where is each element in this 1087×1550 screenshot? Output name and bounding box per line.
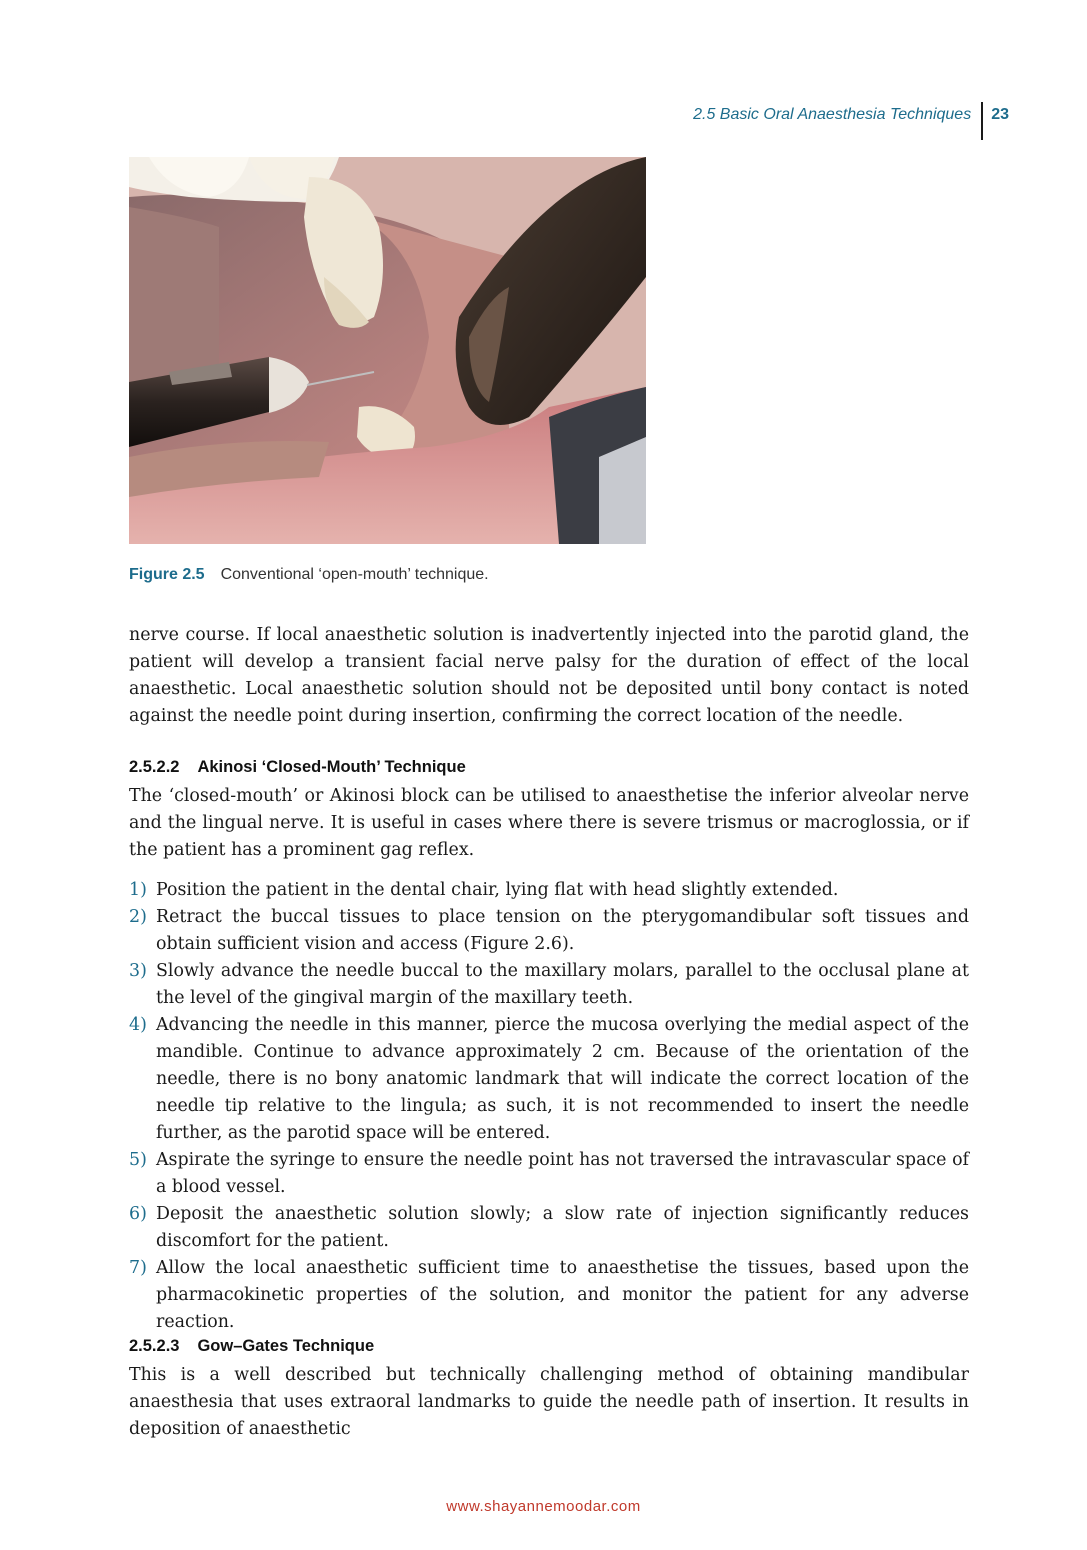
akinosi-steps-list <box>129 877 969 1336</box>
list-item <box>129 1201 969 1255</box>
step-number: 1) <box>129 880 147 900</box>
figure-caption <box>129 566 489 584</box>
step-text: Position the patient in the dental chair, lying flat with head slightly extended. <box>156 880 839 900</box>
step-number: 7) <box>129 1258 147 1278</box>
figure-photo <box>129 157 646 544</box>
step-text: Advancing the needle in this manner, pierce the mucosa overlying the medial aspect of the mandible. Continue to advance approximately 2 cm. Because of the orientation of the needle, there is no bony anatomic landmark that will indicate the correct location of the needle tip relative to the lingula; as such, it is not recommended to insert the needle further, as the parotid space will be entered. <box>156 1015 969 1143</box>
section-number: 2.5.2.2 <box>129 758 180 776</box>
step-text: Aspirate the syringe to ensure the needle point has not traversed the intravascular space of a blood vessel. <box>156 1150 969 1197</box>
step-text: Allow the local anaesthetic sufficient time to anaesthetise the tissues, based upon the pharmacokinetic properties of the solution, and monitor the patient for any adverse reaction. <box>156 1258 969 1332</box>
page-number: 23 <box>991 106 1009 123</box>
step-number: 4) <box>129 1015 147 1035</box>
footer-watermark-link[interactable]: www.shayannemoodar.com <box>446 1498 641 1515</box>
figure-label: Figure 2.5 <box>129 566 205 583</box>
step-text: Slowly advance the needle buccal to the maxillary molars, parallel to the occlusal plane at the level of the gingival margin of the maxillary teeth. <box>156 961 969 1008</box>
continuation-paragraph: nerve course. If local anaesthetic solution is inadvertently injected into the parotid gland, the patient will develop a transient facial nerve palsy for the duration of effect of the local anaesthetic. Local anaesthetic solution should not be deposited until bony contact is noted against the needle point during insertion, confirming the correct location of the needle. <box>129 625 969 726</box>
list-item <box>129 904 969 958</box>
step-text: Retract the buccal tissues to place tension on the pterygomandibular soft tissues and obtain sufficient vision and access (Figure 2.6). <box>156 907 969 954</box>
list-item <box>129 1147 969 1201</box>
gow-gates-intro: This is a well described but technically challenging method of obtaining mandibular anaesthesia that uses extraoral landmarks to guide the needle path of insertion. It results in deposition of anaesthetic <box>129 1365 969 1439</box>
header-divider <box>981 102 983 140</box>
list-item <box>129 958 969 1012</box>
akinosi-intro: The ‘closed-mouth’ or Akinosi block can be utilised to anaesthetise the inferior alveolar nerve and the lingual nerve. It is useful in cases where there is severe trismus or macroglossia, or if the patient has a prominent gag reflex. <box>129 786 969 860</box>
list-item <box>129 877 969 904</box>
step-number: 2) <box>129 907 147 927</box>
step-text: Deposit the anaesthetic solution slowly; a slow rate of injection significantly reduces discomfort for the patient. <box>156 1204 969 1251</box>
section-title: Akinosi ‘Closed-Mouth’ Technique <box>197 758 466 776</box>
section-number: 2.5.2.3 <box>129 1337 180 1355</box>
akinosi-body <box>129 783 969 1336</box>
figure-caption-text: Conventional ‘open-mouth’ technique. <box>220 566 489 583</box>
section-title: Gow–Gates Technique <box>197 1337 375 1355</box>
continuation-paragraph-block <box>129 622 969 730</box>
list-item <box>129 1255 969 1336</box>
step-number: 3) <box>129 961 147 981</box>
step-number: 6) <box>129 1204 147 1224</box>
gow-gates-body <box>129 1362 969 1443</box>
running-head <box>693 102 1009 140</box>
open-mouth-photo-illustration <box>129 157 646 544</box>
section-heading-akinosi <box>129 758 466 777</box>
list-item <box>129 1012 969 1147</box>
step-number: 5) <box>129 1150 147 1170</box>
section-heading-gow-gates <box>129 1337 374 1356</box>
running-title: 2.5 Basic Oral Anaesthesia Techniques <box>693 106 972 123</box>
